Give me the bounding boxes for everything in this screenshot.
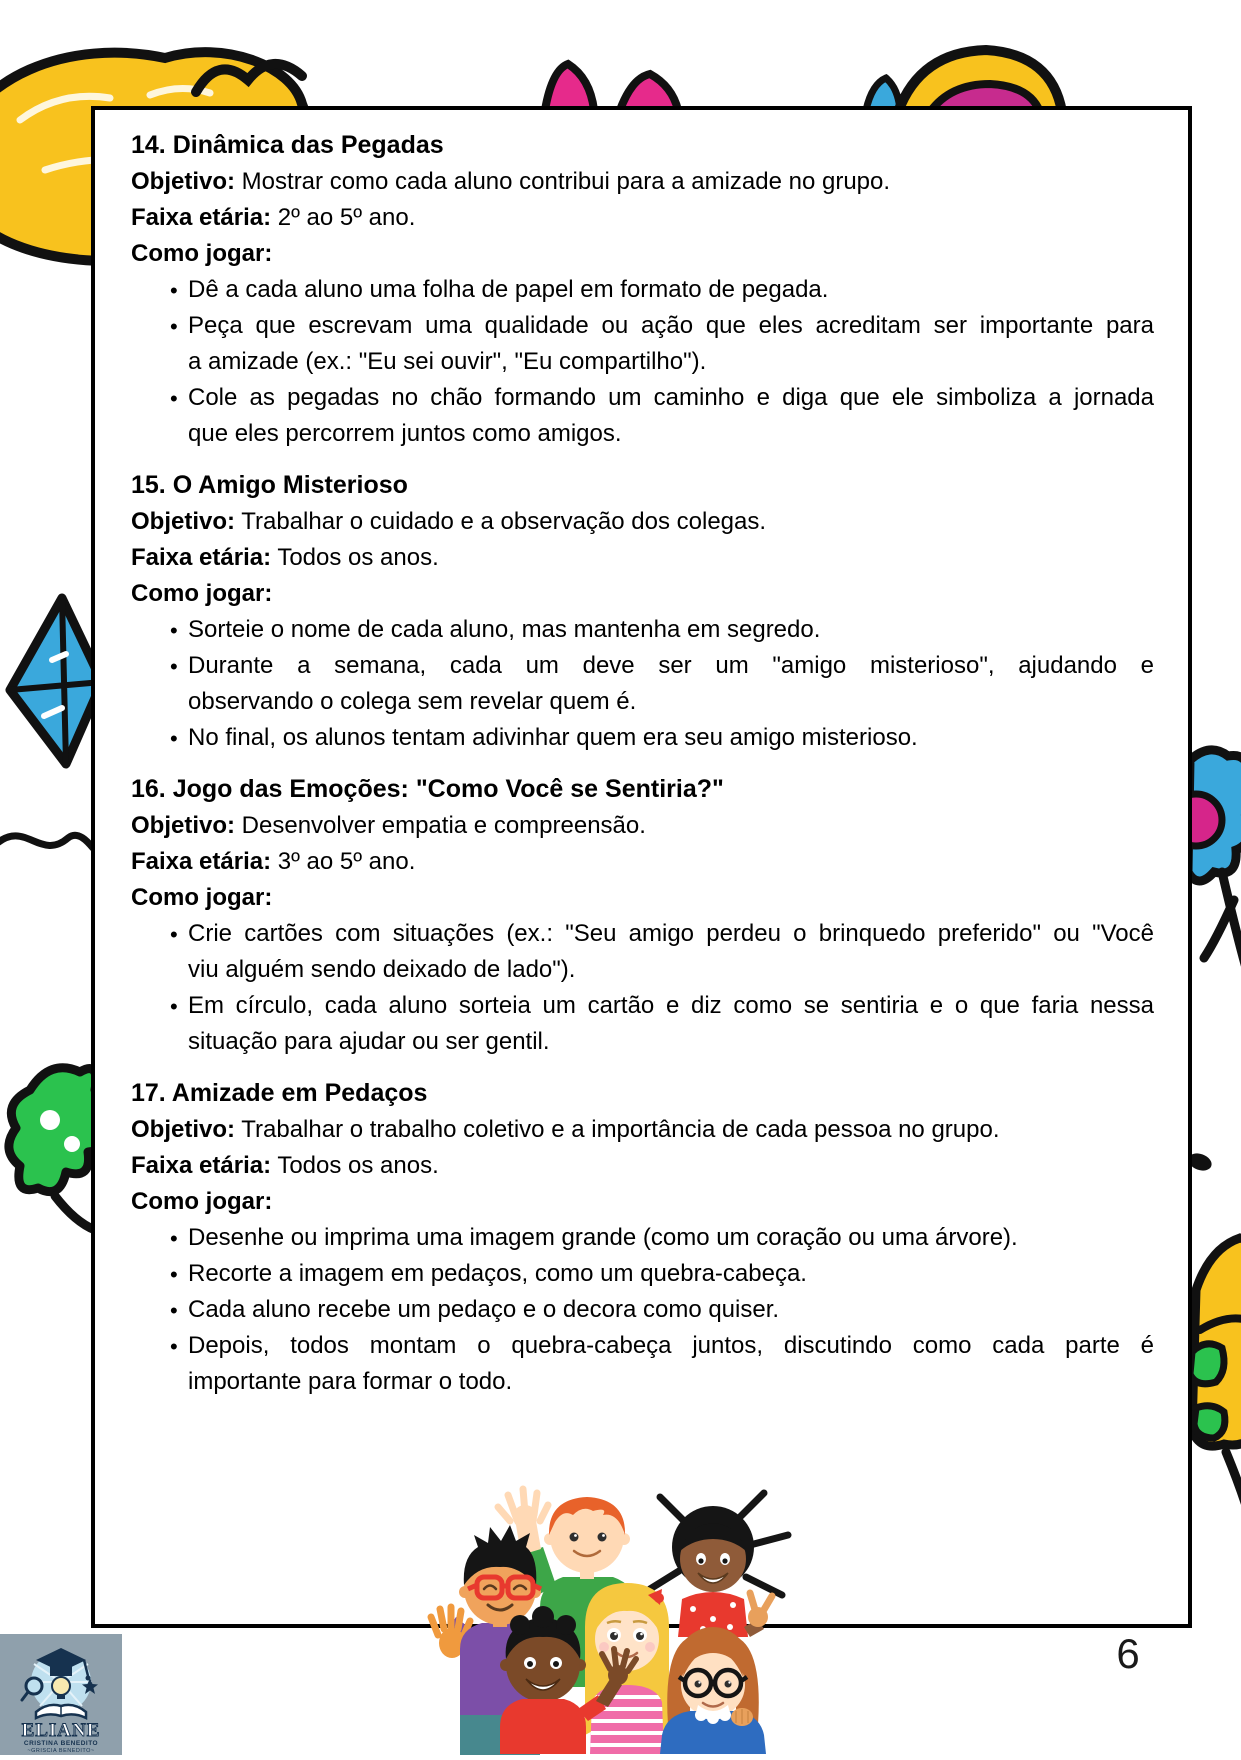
children-illustration xyxy=(398,1477,798,1755)
logo-graphic xyxy=(0,1634,122,1755)
field-label: Como jogar: xyxy=(131,884,273,911)
field-line xyxy=(131,844,1154,880)
field-text: 2º ao 5º ano. xyxy=(271,204,416,231)
field-label: Como jogar: xyxy=(131,580,273,607)
doodle-pink-petals-top xyxy=(545,64,678,110)
doodle-yellow-leaf-bottom-right xyxy=(1186,1150,1241,1512)
field-line xyxy=(131,200,1154,236)
field-label: Objetivo: xyxy=(131,168,236,195)
field-text: Todos os anos. xyxy=(271,1152,439,1179)
field-text: Desenvolver empatia e compreensão. xyxy=(235,812,646,839)
bullet-line: • Durante a semana, cada um deve ser um "amigo misterioso", ajudando e xyxy=(188,652,1154,679)
bullet-item xyxy=(169,272,1154,308)
bullet-line: • Desenhe ou imprima uma imagem grande (como um coração ou uma árvore). xyxy=(188,1224,1018,1251)
field-label: Objetivo: xyxy=(131,508,236,535)
logo-title: ELIANE xyxy=(21,1720,101,1741)
bullet-item xyxy=(169,380,1154,452)
bullet-line: • Dê a cada aluno uma folha de papel em formato de pegada. xyxy=(188,276,829,303)
logo-block xyxy=(0,1634,122,1755)
child-darkskin-girl xyxy=(650,1493,788,1637)
field-line xyxy=(131,1184,1154,1220)
logo-subtitle: CRISTINA BENEDITO xyxy=(23,1740,99,1747)
bullet-list xyxy=(131,612,1154,756)
field-line xyxy=(131,880,1154,916)
field-label: Como jogar: xyxy=(131,1188,273,1215)
bullet-line: • Depois, todos montam o quebra-cabeça juntos, discutindo como cada parte é xyxy=(188,1332,1154,1359)
section-heading: 16. Jogo das Emoções: "Como Você se Sentiria?" xyxy=(131,775,724,803)
bullet-line: • Em círculo, cada aluno sorteia um cartão e diz como se sentiria e o que faria nessa xyxy=(188,992,1154,1019)
bullet-item xyxy=(169,648,1154,720)
bullet-line: • Recorte a imagem em pedaços, como um quebra-cabeça. xyxy=(188,1260,807,1287)
bullet-item xyxy=(169,612,1154,648)
section-heading: 15. O Amigo Misterioso xyxy=(131,471,408,499)
field-line xyxy=(131,808,1154,844)
bullet-line: • Sorteie o nome de cada aluno, mas mantenha em segredo. xyxy=(188,616,821,643)
bullet-line: a amizade (ex.: "Eu sei ouvir", "Eu compartilho"). xyxy=(188,348,707,375)
bullet-item xyxy=(169,720,1154,756)
activity-section xyxy=(131,126,1154,452)
activity-section xyxy=(131,466,1154,756)
doodle-flower-top-right xyxy=(866,50,1062,112)
bullet-line: importante para formar o todo. xyxy=(188,1368,513,1395)
bullet-item xyxy=(169,308,1154,380)
bullet-line: situação para ajudar ou ser gentil. xyxy=(188,1028,550,1055)
field-label: Faixa etária: xyxy=(131,544,272,571)
bullet-line: • No final, os alunos tentam adivinhar quem era seu amigo misterioso. xyxy=(188,724,918,751)
field-label: Como jogar: xyxy=(131,240,273,267)
bullet-line: que eles percorrem juntos como amigos. xyxy=(188,420,622,447)
bullet-item xyxy=(169,1220,1154,1256)
bullet-line: • Crie cartões com situações (ex.: "Seu amigo perdeu o brinquedo preferido" ou "Você xyxy=(188,920,1154,947)
field-text: Todos os anos. xyxy=(271,544,439,571)
field-line xyxy=(131,236,1154,272)
field-text: Trabalhar o trabalho coletivo e a importância de cada pessoa no grupo. xyxy=(235,1116,1000,1143)
doodle-kite-left xyxy=(10,598,102,764)
bullet-item xyxy=(169,1256,1154,1292)
field-label: Faixa etária: xyxy=(131,204,272,231)
bullet-item xyxy=(169,1292,1154,1328)
section-heading: 14. Dinâmica das Pegadas xyxy=(131,131,444,159)
bullet-line: • Cada aluno recebe um pedaço e o decora como quiser. xyxy=(188,1296,780,1323)
field-line xyxy=(131,540,1154,576)
lightbulb-icon xyxy=(52,1677,70,1695)
bullet-list xyxy=(131,916,1154,1060)
field-text: Trabalhar o cuidado e a observação dos colegas. xyxy=(235,508,767,535)
page-frame xyxy=(91,106,1192,1628)
activity-section xyxy=(131,770,1154,1060)
bullet-list xyxy=(131,1220,1154,1400)
field-line xyxy=(131,1112,1154,1148)
bullet-item xyxy=(169,1328,1154,1400)
field-line xyxy=(131,576,1154,612)
field-label: Objetivo: xyxy=(131,1116,236,1143)
field-label: Faixa etária: xyxy=(131,1152,272,1179)
activity-section xyxy=(131,1074,1154,1400)
bullet-item xyxy=(169,916,1154,988)
bullet-item xyxy=(169,988,1154,1060)
bullet-line: • Cole as pegadas no chão formando um caminho e diga que ele simboliza a jornada xyxy=(188,384,1154,411)
sections xyxy=(131,126,1154,1400)
field-line xyxy=(131,1148,1154,1184)
field-label: Objetivo: xyxy=(131,812,236,839)
doodle-wavy-line-left xyxy=(0,835,93,848)
bullet-line: • Peça que escrevam uma qualidade ou ação que eles acreditam ser importante para xyxy=(188,312,1154,339)
bullet-line: viu alguém sendo deixado de lado"). xyxy=(188,956,576,983)
bullet-line: observando o colega sem revelar quem é. xyxy=(188,688,637,715)
section-heading: 17. Amizade em Pedaços xyxy=(131,1079,428,1107)
field-line xyxy=(131,164,1154,200)
bullet-list xyxy=(131,272,1154,452)
field-label: Faixa etária: xyxy=(131,848,272,875)
logo-subtitle2: ~GRISCIA BENEDITO~ xyxy=(27,1748,95,1754)
field-text: Mostrar como cada aluno contribui para a amizade no grupo. xyxy=(235,168,891,195)
page-number: 6 xyxy=(1116,1630,1140,1677)
field-line xyxy=(131,504,1154,540)
child-auburn-girl xyxy=(660,1627,766,1754)
field-text: 3º ao 5º ano. xyxy=(271,848,416,875)
